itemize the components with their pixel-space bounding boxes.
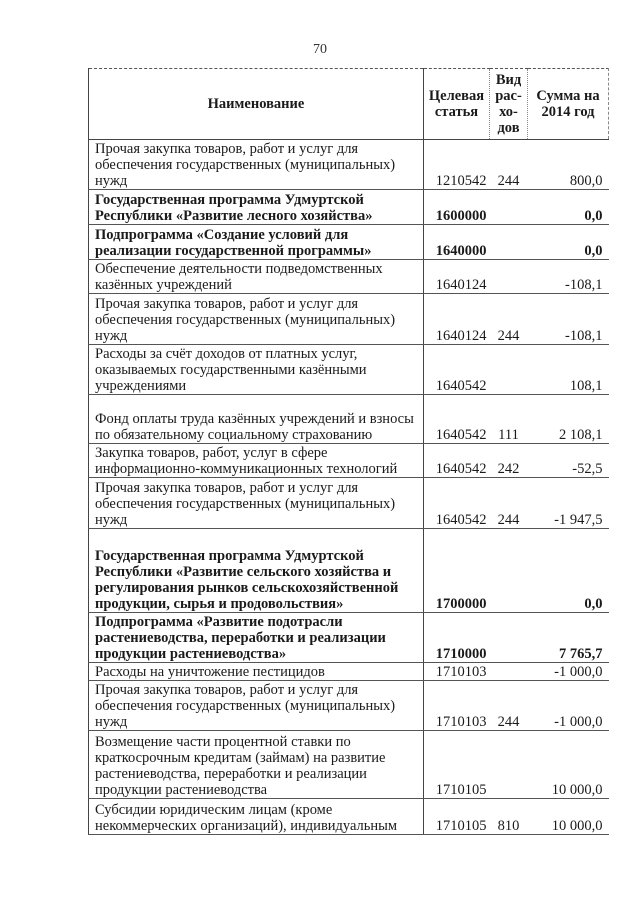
- row-expense-type: 810: [490, 799, 528, 835]
- row-name: Фонд оплаты труда казённых учреждений и взносы по обязательному социальному страхованию: [89, 395, 424, 444]
- row-name: Прочая закупка товаров, работ и услуг для обеспечения государственных (муниципальных) нужд: [89, 478, 424, 529]
- budget-table: [88, 68, 609, 835]
- row-expense-type: [490, 529, 528, 613]
- row-article: 1640542: [424, 395, 490, 444]
- row-name: Обеспечение деятельности подведомственных казённых учреждений: [89, 260, 424, 294]
- header-article: Целевая статья: [424, 69, 490, 140]
- row-expense-type: [490, 260, 528, 294]
- row-sum: 0,0: [528, 529, 609, 613]
- row-name: Субсидии юридическим лицам (кроме некоммерческих организаций), индивидуальным: [89, 799, 424, 835]
- row-expense-type: 244: [490, 478, 528, 529]
- row-name: Прочая закупка товаров, работ и услуг для обеспечения государственных (муниципальных) нужд: [89, 294, 424, 345]
- table-row: [89, 444, 609, 478]
- row-name: Подпрограмма «Создание условий для реализации государственной программы»: [89, 225, 424, 260]
- row-sum: -108,1: [528, 294, 609, 345]
- row-article: 1600000: [424, 190, 490, 225]
- page-number: 70: [313, 42, 327, 57]
- table-row: [89, 731, 609, 799]
- row-expense-type: [490, 663, 528, 681]
- row-sum: 7 765,7: [528, 613, 609, 663]
- table-row: [89, 345, 609, 395]
- row-expense-type: 244: [490, 140, 528, 190]
- row-sum: 10 000,0: [528, 731, 609, 799]
- row-expense-type: [490, 225, 528, 260]
- row-article: 1710105: [424, 731, 490, 799]
- row-sum: 800,0: [528, 140, 609, 190]
- table-row: [89, 663, 609, 681]
- row-article: 1640124: [424, 260, 490, 294]
- table-row: [89, 395, 609, 444]
- row-article: 1640542: [424, 345, 490, 395]
- row-name: Государственная программа Удмуртской Республики «Развитие сельского хозяйства и регулирования рынков сельскохозяйственной продукции, сырья и продовольствия»: [89, 529, 424, 613]
- table-row: [89, 681, 609, 731]
- row-article: 1640124: [424, 294, 490, 345]
- row-sum: -1 947,5: [528, 478, 609, 529]
- table-row: [89, 529, 609, 613]
- table-body: [89, 140, 609, 835]
- row-sum: -1 000,0: [528, 681, 609, 731]
- row-sum: -52,5: [528, 444, 609, 478]
- table-row: [89, 260, 609, 294]
- row-sum: -108,1: [528, 260, 609, 294]
- row-name: Подпрограмма «Развитие подотрасли растениеводства, переработки и реализации продукции растениеводства»: [89, 613, 424, 663]
- row-expense-type: 244: [490, 681, 528, 731]
- row-sum: 0,0: [528, 225, 609, 260]
- table-row: [89, 613, 609, 663]
- table-row: [89, 799, 609, 835]
- table-row: [89, 478, 609, 529]
- table-header: [89, 69, 609, 140]
- row-expense-type: 244: [490, 294, 528, 345]
- header-sum: Сумма на 2014 год: [528, 69, 609, 140]
- row-sum: 108,1: [528, 345, 609, 395]
- row-article: 1710000: [424, 613, 490, 663]
- row-article: 1210542: [424, 140, 490, 190]
- row-name: Закупка товаров, работ, услуг в сфере информационно-коммуникационных технологий: [89, 444, 424, 478]
- row-name: Прочая закупка товаров, работ и услуг для обеспечения государственных (муниципальных) нужд: [89, 140, 424, 190]
- row-article: 1640000: [424, 225, 490, 260]
- table-row: [89, 140, 609, 190]
- row-sum: 2 108,1: [528, 395, 609, 444]
- row-name: Расходы за счёт доходов от платных услуг, оказываемых государственными казёнными учреждениями: [89, 345, 424, 395]
- table-row: [89, 225, 609, 260]
- row-expense-type: [490, 190, 528, 225]
- table-row: [89, 294, 609, 345]
- table-row: [89, 190, 609, 225]
- row-article: 1640542: [424, 444, 490, 478]
- row-article: 1710105: [424, 799, 490, 835]
- header-name: Наименование: [89, 69, 424, 140]
- row-name: Расходы на уничтожение пестицидов: [89, 663, 424, 681]
- row-article: 1700000: [424, 529, 490, 613]
- row-expense-type: [490, 731, 528, 799]
- row-expense-type: [490, 613, 528, 663]
- row-expense-type: [490, 345, 528, 395]
- row-name: Прочая закупка товаров, работ и услуг для обеспечения государственных (муниципальных) нужд: [89, 681, 424, 731]
- row-expense-type: 242: [490, 444, 528, 478]
- row-name: Государственная программа Удмуртской Республики «Развитие лесного хозяйства»: [89, 190, 424, 225]
- row-expense-type: 111: [490, 395, 528, 444]
- row-article: 1640542: [424, 478, 490, 529]
- header-expense-type: Вид рас-хо-дов: [490, 69, 528, 140]
- row-name: Возмещение части процентной ставки по краткосрочным кредитам (займам) на развитие растениеводства, переработки и реализации продукции растениеводства: [89, 731, 424, 799]
- row-article: 1710103: [424, 681, 490, 731]
- row-sum: 0,0: [528, 190, 609, 225]
- row-article: 1710103: [424, 663, 490, 681]
- row-sum: -1 000,0: [528, 663, 609, 681]
- row-sum: 10 000,0: [528, 799, 609, 835]
